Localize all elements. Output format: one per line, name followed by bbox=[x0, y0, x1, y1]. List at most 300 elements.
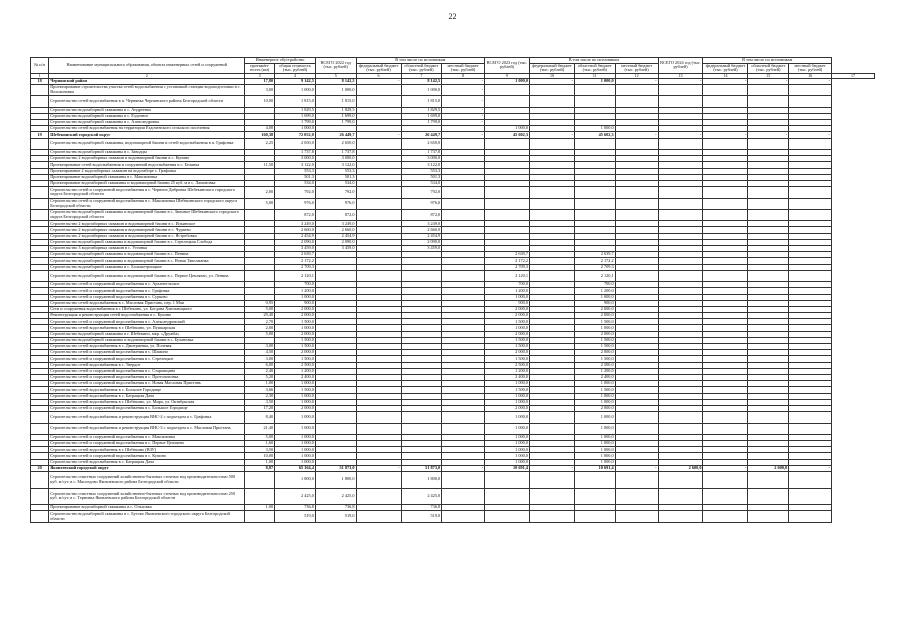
local-2023-cell bbox=[615, 423, 658, 434]
local-2022-cell: - bbox=[442, 113, 485, 119]
column-number-row: 1 2 3 4 5 6 7 8 9 10 11 12 13 14 15 16 17 bbox=[31, 73, 875, 78]
regional-2022-cell: 2 425,0 bbox=[401, 488, 442, 505]
federal-2024-cell: - bbox=[703, 465, 748, 471]
local-2024-cell: - bbox=[789, 132, 832, 138]
total-2023-cell: 1 000,0 bbox=[485, 423, 530, 434]
cost-cell: 2 000,0 bbox=[275, 405, 316, 411]
name-cell: Строительство сетей водоснабжения в п. Чернянка Чернянского района Белгородской области bbox=[49, 96, 245, 107]
local-2024-cell bbox=[789, 84, 832, 95]
length-cell: 3,50 bbox=[245, 399, 275, 405]
name-cell: Строительство сетей водоснабжения в г. Шебекино, ул. Мира, ул. Октябрьская bbox=[49, 399, 245, 405]
total-2023-cell: 1 500,0 bbox=[485, 344, 530, 350]
cost-cell: 3 459,0 bbox=[275, 246, 316, 252]
local-2022-cell: - bbox=[442, 84, 485, 95]
regional-2024-cell bbox=[748, 412, 789, 423]
name-cell: Строительство сетей и сооружений водоснабжения в с. Архангельское bbox=[49, 282, 245, 288]
name-cell: Проектирование сетей водоснабжения и сооружений водоснабжения в с. Белянка bbox=[49, 162, 245, 168]
index-cell bbox=[31, 198, 49, 209]
local-2022-cell: - bbox=[442, 78, 485, 84]
federal-2023-cell bbox=[530, 412, 575, 423]
federal-2022-cell bbox=[356, 270, 401, 281]
local-2024-cell bbox=[789, 412, 832, 423]
length-cell: 2,00 bbox=[245, 187, 275, 198]
name-cell: Строительство сетей и сооружений водоснабжения в с. Большое Городище bbox=[49, 405, 245, 411]
name-cell: Строительство сетей и сооружений водоснабжения в с. Шамино bbox=[49, 350, 245, 356]
name-cell: Строительство водозаборной скважины и водонапорной башни в с. Змеиное Шебекинского городского округа Белгородской области bbox=[49, 209, 245, 220]
length-cell: 2,25 bbox=[245, 138, 275, 149]
regional-2022-cell: 2 454,9 bbox=[401, 233, 442, 239]
cost-cell: 1 000,0 bbox=[275, 423, 316, 434]
cost-cell: 3 122,0 bbox=[275, 162, 316, 168]
name-cell: Строительство сетей и сооружений водоснабжения в с. Сурково bbox=[49, 294, 245, 300]
length-cell bbox=[245, 472, 275, 489]
regional-2022-cell: 51 873,0 bbox=[401, 465, 442, 471]
total-2023-cell: 1 000,0 bbox=[485, 294, 530, 300]
table-row bbox=[31, 472, 875, 489]
col-header-cost: общая стоимость (тыс. рублей) bbox=[275, 63, 316, 73]
name-cell: Строительство сетей водоснабжения в с. Большое Городище bbox=[49, 387, 245, 393]
local-2023-cell: - bbox=[615, 132, 658, 138]
total-2023-cell bbox=[485, 96, 530, 107]
name-cell: Строительство водозаборной скважины в с. Андреевка bbox=[49, 107, 245, 113]
regional-2022-cell: 872,0 bbox=[401, 209, 442, 220]
local-2023-cell bbox=[615, 187, 658, 198]
local-2022-cell: - bbox=[442, 120, 485, 126]
cost-cell: 2 500,0 bbox=[275, 362, 316, 368]
total-2024-cell bbox=[658, 198, 703, 209]
regional-2024-cell bbox=[748, 511, 789, 522]
name-cell: Строительство сетей и сооружений водоснабжения в с. Новая Масловая Пристань bbox=[49, 381, 245, 387]
regional-2022-cell: 792,0 bbox=[401, 187, 442, 198]
length-cell: 3,00 bbox=[245, 344, 275, 350]
federal-2022-cell bbox=[356, 198, 401, 209]
cost-cell: 1 000,0 bbox=[275, 441, 316, 447]
col-header-federal-2022: федеральный бюджет (тыс. рублей) bbox=[356, 63, 401, 73]
regional-2024-cell bbox=[748, 96, 789, 107]
name-cell: Строительство сетей водоснабжения и реконструкция ВНС-3 с подъездом к с. Масловая Пристань bbox=[49, 423, 245, 434]
cost-cell: 976,0 bbox=[275, 198, 316, 209]
federal-2022-cell bbox=[356, 423, 401, 434]
total-2023-cell bbox=[485, 138, 530, 149]
length-cell: 21,40 bbox=[245, 423, 275, 434]
total-2023-cell: 2 709,3 bbox=[485, 264, 530, 270]
regional-2023-cell bbox=[574, 198, 615, 209]
total-2022-cell: 553,3 bbox=[315, 168, 356, 174]
regional-2022-cell: 3 000,0 bbox=[401, 156, 442, 162]
cost-cell: 1 799,0 bbox=[275, 120, 316, 126]
cost-cell: 1 000,0 bbox=[275, 126, 316, 132]
cost-cell: 700,0 bbox=[275, 282, 316, 288]
total-2022-cell: 2 425,0 bbox=[315, 488, 356, 505]
regional-2023-cell: 1 500,0 bbox=[574, 319, 615, 325]
cost-cell: 501,3 bbox=[275, 174, 316, 180]
name-cell: Строительство сетей водоснабжения и реконструкция ВНС-2 с подъездом к с. Графовка bbox=[49, 412, 245, 423]
name-cell: Проектирование 2 водозаборных скважин на водозаборе с. Графовка bbox=[49, 168, 245, 174]
federal-2024-cell bbox=[703, 138, 748, 149]
page-number: 22 bbox=[448, 12, 457, 21]
total-2023-cell: 1 000,0 bbox=[485, 441, 530, 447]
col-header-total-2024: ВСЕГО 2024 год (тыс. рублей) bbox=[658, 58, 703, 74]
regional-2023-cell: 2 000,0 bbox=[574, 331, 615, 337]
length-cell: 8,87 bbox=[245, 465, 275, 471]
regional-2022-cell: 501,3 bbox=[401, 174, 442, 180]
regional-2024-cell bbox=[748, 488, 789, 505]
federal-2024-cell bbox=[703, 488, 748, 505]
regional-2022-cell: 534,0 bbox=[401, 180, 442, 186]
cost-cell: 1 815,0 bbox=[275, 96, 316, 107]
cost-cell: 1 000,0 bbox=[275, 393, 316, 399]
regional-2022-cell: 3 249,0 bbox=[401, 221, 442, 227]
total-2023-cell bbox=[485, 488, 530, 505]
federal-2022-cell bbox=[356, 96, 401, 107]
length-cell: 1,60 bbox=[245, 441, 275, 447]
total-2022-cell: 3 122,0 bbox=[315, 162, 356, 168]
total-2022-cell: 2 660,0 bbox=[315, 227, 356, 233]
total-2023-cell: 700,0 bbox=[485, 282, 530, 288]
length-cell: 2,00 bbox=[245, 325, 275, 331]
cost-cell: 792,0 bbox=[275, 187, 316, 198]
col-header-sources-2024: В том числе по источникам bbox=[703, 58, 832, 64]
regional-2023-cell: 2 500,0 bbox=[574, 362, 615, 368]
total-2023-cell: 1 000,0 bbox=[485, 381, 530, 387]
cost-cell: 1 000,0 bbox=[275, 434, 316, 440]
regional-2023-cell bbox=[574, 187, 615, 198]
total-2022-cell: 3 000,0 bbox=[315, 156, 356, 162]
name-cell: Строительство водозаборной скважины в с. Заводцы bbox=[49, 149, 245, 155]
federal-2023-cell: - bbox=[530, 465, 575, 471]
regional-2022-cell: 1 000,0 bbox=[401, 84, 442, 95]
length-cell: 17,20 bbox=[245, 405, 275, 411]
federal-2024-cell bbox=[703, 96, 748, 107]
total-2024-cell: - bbox=[658, 78, 703, 84]
total-2023-cell: 900,0 bbox=[485, 300, 530, 306]
regional-2024-cell bbox=[748, 209, 789, 220]
federal-2023-cell bbox=[530, 423, 575, 434]
cost-cell: 872,0 bbox=[275, 209, 316, 220]
total-2023-cell: 1 200,0 bbox=[485, 288, 530, 294]
col-header-regional-2022: областной бюджет (тыс. рублей) bbox=[401, 63, 442, 73]
cost-cell: 2 000,0 bbox=[275, 350, 316, 356]
federal-2023-cell bbox=[530, 511, 575, 522]
cost-cell: 553,3 bbox=[275, 168, 316, 174]
federal-2022-cell bbox=[356, 138, 401, 149]
index-cell bbox=[31, 209, 49, 220]
cost-cell: 65 164,4 bbox=[275, 465, 316, 471]
cost-cell: 1 000,0 bbox=[275, 459, 316, 465]
col-header-regional-2023: областной бюджет (тыс. рублей) bbox=[574, 63, 615, 73]
total-2024-cell bbox=[658, 423, 703, 434]
local-2022-cell: - bbox=[442, 96, 485, 107]
cost-cell: 2 090,0 bbox=[275, 239, 316, 245]
length-cell: 5,00 bbox=[245, 198, 275, 209]
cost-cell: 1 800,0 bbox=[275, 472, 316, 489]
cost-cell: 3 249,0 bbox=[275, 221, 316, 227]
total-2023-cell: 2 000,0 bbox=[485, 405, 530, 411]
total-2023-cell: 1 200,0 bbox=[485, 368, 530, 374]
cost-cell: 2 660,0 bbox=[275, 227, 316, 233]
regional-2023-cell: 1 200,0 bbox=[574, 368, 615, 374]
total-2023-cell bbox=[485, 84, 530, 95]
local-2022-cell bbox=[442, 412, 485, 423]
name-cell: Строительство водозаборной скважины и водонапорной башни в с. Пенина bbox=[49, 252, 245, 258]
regional-2022-cell: 2 090,0 bbox=[401, 239, 442, 245]
name-cell: Строительство 2 водозаборных скважин и водонапорной башни в с. Ильинское bbox=[49, 221, 245, 227]
name-cell: Строительство водозаборной скважины в с. Бутово Яковлевского городского округа Белгородской области bbox=[49, 511, 245, 522]
total-2022-cell: 2 090,0 bbox=[315, 239, 356, 245]
total-2023-cell: 2 000,0 bbox=[485, 313, 530, 319]
total-2022-cell: 736,8 bbox=[315, 505, 356, 511]
table-row bbox=[31, 412, 875, 423]
total-2023-cell: 1 000,0 bbox=[485, 393, 530, 399]
index-cell bbox=[31, 187, 49, 198]
total-2024-cell bbox=[658, 187, 703, 198]
regional-2023-cell: 1 500,0 bbox=[574, 387, 615, 393]
name-cell: Строительство сетей водоснабжения в с. Батрацкая Дача bbox=[49, 459, 245, 465]
length-cell: 5,00 bbox=[245, 306, 275, 312]
cost-cell: 9 142,5 bbox=[275, 78, 316, 84]
regional-2024-cell: - bbox=[748, 132, 789, 138]
federal-2022-cell bbox=[356, 511, 401, 522]
regional-2022-cell: 8 142,5 bbox=[401, 78, 442, 84]
cost-cell: 2 709,3 bbox=[275, 264, 316, 270]
cost-cell: 900,0 bbox=[275, 300, 316, 306]
cost-cell: 2 172,2 bbox=[275, 258, 316, 264]
length-cell: 1,00 bbox=[245, 505, 275, 511]
federal-2023-cell bbox=[530, 187, 575, 198]
total-2022-cell: 1 699,0 bbox=[315, 113, 356, 119]
total-2023-cell: 45 602,3 bbox=[485, 132, 530, 138]
regional-2023-cell bbox=[574, 472, 615, 489]
regional-2023-cell: 1 000,0 bbox=[574, 393, 615, 399]
local-2022-cell bbox=[442, 472, 485, 489]
name-cell: Строительство водозаборной скважины и водонапорной башни в с. Первое Цепляево, ул. Ленина bbox=[49, 270, 245, 281]
cost-cell: 1 829,5 bbox=[275, 107, 316, 113]
total-2024-cell bbox=[658, 84, 703, 95]
cost-cell: 1 000,0 bbox=[275, 399, 316, 405]
local-2024-cell bbox=[789, 96, 832, 107]
regional-2023-cell bbox=[574, 96, 615, 107]
table-row bbox=[31, 198, 875, 209]
regional-2023-cell: 900,0 bbox=[574, 300, 615, 306]
index-cell bbox=[31, 412, 49, 423]
federal-2024-cell bbox=[703, 423, 748, 434]
name-cell: Строительство 3 водозаборных скважин в с. Устинка bbox=[49, 246, 245, 252]
regional-2022-cell: 2 650,0 bbox=[401, 138, 442, 149]
cost-cell: 2 000,0 bbox=[275, 306, 316, 312]
regional-2022-cell: 1 815,0 bbox=[401, 96, 442, 107]
cost-cell: 72 052,0 bbox=[275, 132, 316, 138]
local-2022-cell bbox=[442, 511, 485, 522]
local-2023-cell bbox=[615, 138, 658, 149]
cost-cell: 1 000,0 bbox=[275, 453, 316, 459]
local-2024-cell bbox=[789, 138, 832, 149]
regional-2024-cell bbox=[748, 138, 789, 149]
index-cell bbox=[31, 84, 49, 95]
length-cell: 3,50 bbox=[245, 447, 275, 453]
regional-2023-cell bbox=[574, 138, 615, 149]
cost-cell: 2 120,1 bbox=[275, 270, 316, 281]
cost-cell: 534,0 bbox=[275, 180, 316, 186]
table-row bbox=[31, 488, 875, 505]
name-cell: Строительство сетей и сооружений водоснабжения в с. Максимовка bbox=[49, 434, 245, 440]
total-2023-cell: 1 000,0 bbox=[485, 412, 530, 423]
length-cell bbox=[245, 209, 275, 220]
cost-cell: 1 200,0 bbox=[275, 288, 316, 294]
name-cell: Строительство сетей водоснабжения на территории Ездоченского сельского поселения bbox=[49, 126, 245, 132]
regional-2023-cell: 700,0 bbox=[574, 282, 615, 288]
regional-2022-cell bbox=[401, 412, 442, 423]
local-2022-cell bbox=[442, 198, 485, 209]
local-2022-cell bbox=[442, 187, 485, 198]
federal-2024-cell bbox=[703, 187, 748, 198]
total-2023-cell: 2 500,0 bbox=[485, 362, 530, 368]
name-cell: Проектирование водозаборной скважины в с. Максимовка bbox=[49, 174, 245, 180]
regional-2024-cell bbox=[748, 84, 789, 95]
investment-table bbox=[30, 57, 875, 523]
cost-cell: 2 425,0 bbox=[275, 488, 316, 505]
cost-cell: 1 000,0 bbox=[275, 447, 316, 453]
total-2023-cell: 1 000,0 bbox=[485, 447, 530, 453]
col-header-local-2022: местный бюджет (тыс. рублей) bbox=[442, 63, 485, 73]
total-2023-cell bbox=[485, 472, 530, 489]
total-2024-cell bbox=[658, 96, 703, 107]
cost-cell: 3 000,0 bbox=[275, 156, 316, 162]
local-2022-cell: - bbox=[442, 465, 485, 471]
local-2023-cell bbox=[615, 198, 658, 209]
cost-cell: 2 639,7 bbox=[275, 252, 316, 258]
regional-2023-cell: 2 172,2 bbox=[574, 258, 615, 264]
total-2022-cell: 976,0 bbox=[315, 198, 356, 209]
regional-2022-cell bbox=[401, 270, 442, 281]
regional-2023-cell: 1 000,0 bbox=[574, 423, 615, 434]
regional-2022-cell: 3 122,0 bbox=[401, 162, 442, 168]
regional-2023-cell: 1 000,0 bbox=[574, 447, 615, 453]
col-header-regional-2024: областной бюджет (тыс. рублей) bbox=[748, 63, 789, 73]
local-2022-cell bbox=[442, 270, 485, 281]
total-2022-cell: 2 454,9 bbox=[315, 233, 356, 239]
local-2022-cell bbox=[442, 138, 485, 149]
name-cell: Строительство сетей водоснабжения в г. Шебекино, ул. Пушкарская bbox=[49, 325, 245, 331]
length-cell: 17,80 bbox=[245, 78, 275, 84]
name-cell: Проектирование строительства участка сетей водоснабжения с установкой станции водоподготовки в с. Волоконовка bbox=[49, 84, 245, 95]
total-2022-cell: 3 249,0 bbox=[315, 221, 356, 227]
local-2023-cell bbox=[615, 84, 658, 95]
local-2024-cell bbox=[789, 270, 832, 281]
total-2023-cell: 2 000,0 bbox=[485, 331, 530, 337]
local-2024-cell bbox=[789, 423, 832, 434]
federal-2023-cell bbox=[530, 96, 575, 107]
total-2022-cell bbox=[315, 270, 356, 281]
col-header-local-2023: местный бюджет (тыс. рублей) bbox=[615, 63, 658, 73]
federal-2024-cell: - bbox=[703, 132, 748, 138]
name-cell: Строительство сетей и сооружений водоснабжения в с. Купино bbox=[49, 453, 245, 459]
federal-2022-cell bbox=[356, 209, 401, 220]
length-cell: 3,00 bbox=[245, 84, 275, 95]
cost-cell: 1 000,0 bbox=[275, 412, 316, 423]
cost-cell: 1 737,8 bbox=[275, 149, 316, 155]
local-2024-cell: - bbox=[789, 78, 832, 84]
regional-2023-cell: 1 000,0 bbox=[574, 294, 615, 300]
regional-2023-cell: 1 000,0 bbox=[574, 453, 615, 459]
total-2023-cell: 1 500,0 bbox=[485, 337, 530, 343]
name-cell: Строительство сетей и сооружений водоснабжения в с. Протопоповка bbox=[49, 374, 245, 380]
regional-2023-cell bbox=[574, 488, 615, 505]
regional-2022-cell: 26 449,7 bbox=[401, 132, 442, 138]
length-cell bbox=[245, 488, 275, 505]
total-2023-cell: 1 000,0 bbox=[485, 453, 530, 459]
regional-2022-cell: 1 829,5 bbox=[401, 107, 442, 113]
federal-2022-cell: - bbox=[356, 465, 401, 471]
length-cell: 3,66 bbox=[245, 387, 275, 393]
total-2022-cell: 792,0 bbox=[315, 187, 356, 198]
total-2024-cell bbox=[658, 511, 703, 522]
total-2022-cell: 519,0 bbox=[315, 511, 356, 522]
total-2023-cell: 1 000,0 bbox=[485, 399, 530, 405]
regional-2022-cell: 519,0 bbox=[401, 511, 442, 522]
federal-2022-cell bbox=[356, 472, 401, 489]
regional-2023-cell: 1 000,0 bbox=[574, 459, 615, 465]
length-cell: 0,95 bbox=[245, 300, 275, 306]
name-cell: Строительство очистных сооружений хозяйственно-бытовых сточных вод производительностью 500 куб. м/сут. в с. Мясоедово Яковлевского района Белгородской области bbox=[49, 472, 245, 489]
total-2023-cell bbox=[485, 209, 530, 220]
col-header-name: Наименование муниципального образования, объекта инженерных сетей и сооружений bbox=[49, 58, 245, 74]
name-cell: Строительство 2 водозаборных скважин и водонапорной башни в с. Чураево bbox=[49, 227, 245, 233]
regional-2023-cell: 1 500,0 bbox=[574, 344, 615, 350]
name-cell: Строительство сетей и сооружений водоснабжения в с. Червона Дибровка Шебекинского городского округа Белгородской области bbox=[49, 187, 245, 198]
col-header-sources-2022: В том числе по источникам bbox=[356, 58, 485, 64]
cost-cell: 1 500,0 bbox=[275, 387, 316, 393]
index-cell: 19 bbox=[31, 132, 49, 138]
cost-cell: 1 200,0 bbox=[275, 368, 316, 374]
length-cell: 1,00 bbox=[245, 381, 275, 387]
name-cell: Строительство 2 водозаборных скважин и водонапорной башни в с. Купино bbox=[49, 156, 245, 162]
local-2024-cell bbox=[789, 472, 832, 489]
total-2022-cell: 534,0 bbox=[315, 180, 356, 186]
index-cell bbox=[31, 96, 49, 107]
name-cell: Строительство водозаборной скважины в с. Александровка bbox=[49, 120, 245, 126]
regional-2024-cell: 2 600,0 bbox=[748, 465, 789, 471]
table-row bbox=[31, 96, 875, 107]
regional-2023-cell bbox=[574, 511, 615, 522]
regional-2023-cell: 2 000,0 bbox=[574, 313, 615, 319]
regional-2022-cell: 1 737,8 bbox=[401, 149, 442, 155]
federal-2024-cell bbox=[703, 511, 748, 522]
table-row bbox=[31, 84, 875, 95]
federal-2023-cell bbox=[530, 84, 575, 95]
cost-cell: 1 500,0 bbox=[275, 337, 316, 343]
regional-2023-cell: 1 000,0 bbox=[574, 78, 615, 84]
local-2024-cell bbox=[789, 187, 832, 198]
federal-2022-cell bbox=[356, 187, 401, 198]
federal-2023-cell bbox=[530, 209, 575, 220]
name-cell: Строительство водозаборной скважины, водонапорной башни и сетей водоснабжения в п. Графовка bbox=[49, 138, 245, 149]
total-2022-cell: 872,0 bbox=[315, 209, 356, 220]
regional-2022-cell: 3 459,0 bbox=[401, 246, 442, 252]
name-cell: Сети и сооружения водоснабжения в г. Шебекино, ул. Богдана Хмельницкого bbox=[49, 306, 245, 312]
name-cell: Строительство сетей и сооружений водоснабжения в с. Первое Цепляево bbox=[49, 441, 245, 447]
total-2023-cell: 2 000,0 bbox=[485, 306, 530, 312]
length-cell: 3,00 bbox=[245, 356, 275, 362]
cost-cell: 2 650,0 bbox=[275, 138, 316, 149]
total-2023-cell: 2 639,7 bbox=[485, 252, 530, 258]
local-2023-cell bbox=[615, 488, 658, 505]
federal-2024-cell bbox=[703, 84, 748, 95]
federal-2023-cell bbox=[530, 270, 575, 281]
total-2023-cell bbox=[485, 511, 530, 522]
regional-2022-cell: 976,0 bbox=[401, 198, 442, 209]
total-2022-cell: 1 829,5 bbox=[315, 107, 356, 113]
regional-2023-cell: 2 120,1 bbox=[574, 270, 615, 281]
